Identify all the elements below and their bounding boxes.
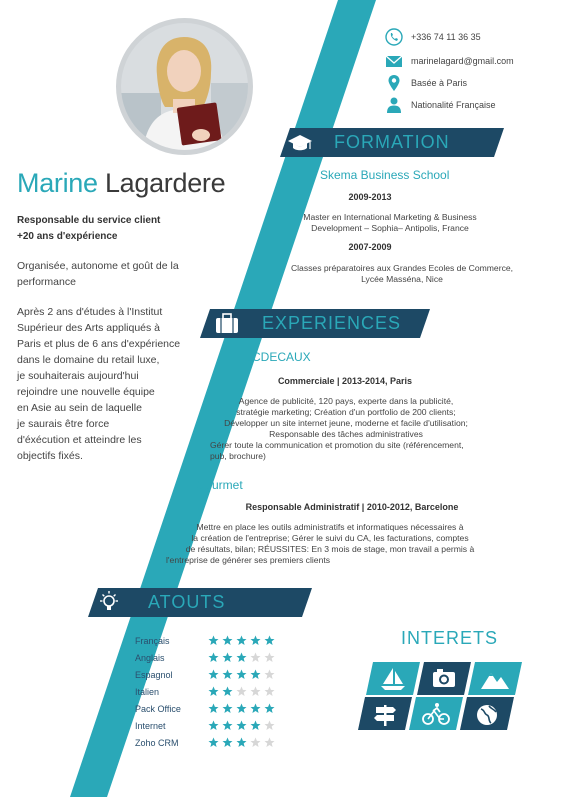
star-filled-icon — [208, 652, 219, 663]
star-empty-icon — [250, 686, 261, 697]
summary-text: Après 2 ans d'études à l'Institut Supérieur des Arts appliqués à Paris et plus de 6 ans d'expérience dans le domaine du retail luxe, je souhaiterais aujourd'hui rejoindre une nouvelle équipe en Asie au sein de laquelle je saurais être force d'éxécution et atteindre les objectifs fixés. — [17, 306, 181, 462]
star-empty-icon — [250, 737, 261, 748]
star-filled-icon — [208, 720, 219, 731]
interest-tile — [417, 662, 471, 695]
star-filled-icon — [250, 635, 261, 646]
star-filled-icon — [208, 703, 219, 714]
skill-name: Espagnol — [135, 670, 173, 680]
school-name: Skema Business School — [320, 168, 450, 182]
company-2: Gourmet — [196, 478, 243, 492]
skill-name: Zoho CRM — [135, 738, 179, 748]
skill-name: Français — [135, 636, 170, 646]
interest-tile — [358, 697, 412, 730]
star-filled-icon — [236, 635, 247, 646]
skill-rating — [208, 720, 275, 731]
skill-rating — [208, 703, 275, 714]
job-heading-2: Responsable Administratif | 2010-2012, Barcelone — [245, 502, 459, 512]
graduation-cap-icon — [287, 133, 313, 153]
location-pin-icon — [385, 74, 403, 92]
star-filled-icon — [236, 720, 247, 731]
star-filled-icon — [208, 669, 219, 680]
star-empty-icon — [264, 652, 275, 663]
full-name — [17, 168, 225, 199]
star-empty-icon — [264, 737, 275, 748]
briefcase-icon — [215, 313, 239, 334]
star-filled-icon — [208, 635, 219, 646]
skill-rating — [208, 652, 275, 663]
contact-location: Basée à Paris — [385, 73, 467, 93]
interest-tile — [468, 662, 522, 695]
experience-years: +20 ans d'expérience — [17, 231, 118, 242]
contact-nationality: Nationalité Française — [385, 95, 496, 115]
skill-rating — [208, 737, 275, 748]
company-1: JCDECAUX — [246, 350, 311, 364]
star-filled-icon — [236, 737, 247, 748]
person-icon — [385, 96, 403, 114]
job-heading-1: Commerciale | 2013-2014, Paris — [277, 376, 413, 386]
role-title: Responsable du service client — [17, 215, 161, 226]
interets-title: INTERETS — [401, 628, 499, 648]
star-filled-icon — [236, 652, 247, 663]
mail-icon — [385, 52, 403, 70]
star-filled-icon — [222, 686, 233, 697]
formation-years-2: 2007-2009 — [348, 242, 392, 252]
star-filled-icon — [208, 686, 219, 697]
formation-detail-1: Master en International Marketing & Business Development – Sophia– Antipolis, France — [303, 212, 477, 233]
qualities-text: Organisée, autonome et goût de la performance — [17, 260, 179, 288]
star-filled-icon — [236, 703, 247, 714]
star-filled-icon — [222, 652, 233, 663]
experiences-title: EXPERIENCES — [262, 313, 402, 333]
star-empty-icon — [264, 669, 275, 680]
profile-photo — [116, 18, 253, 155]
skill-rating — [208, 686, 275, 697]
skill-name: Internet — [135, 721, 166, 731]
contact-phone[interactable]: +336 74 11 36 35 — [385, 27, 481, 47]
star-filled-icon — [222, 669, 233, 680]
first-name: Marine — [17, 168, 98, 198]
skill-rating — [208, 635, 275, 646]
role-block — [17, 213, 160, 245]
skill-name: Pack Office — [135, 704, 181, 714]
star-filled-icon — [222, 737, 233, 748]
lightbulb-icon — [97, 590, 121, 614]
star-filled-icon — [250, 720, 261, 731]
job-detail-1: Agence de publicité, 120 pays, experte dans la publicité, stratégie marketing; Création d'un portfolio de 200 clients; Développer un site internet jeune, moderne et facile d'utilisation; Responsable des tâches administratives Gérer toute la communication et promotion du site (référencement, pub, brochure) — [210, 396, 468, 461]
star-filled-icon — [250, 669, 261, 680]
phone-icon — [385, 28, 403, 46]
formation-title: FORMATION — [334, 132, 450, 152]
star-empty-icon — [264, 720, 275, 731]
star-empty-icon — [264, 686, 275, 697]
last-name: Lagardere — [104, 168, 226, 198]
star-filled-icon — [264, 635, 275, 646]
job-detail-2: Mettre en place les outils administratifs et informatiques nécessaires à la création de l'entreprise; Gérer le suivi du CA, les facturations, comptes de résultats, bilan; RÉUSSITES: En 3 mois de stage, mon travail a permis à l'entreprise de générer ses premiers clients — [166, 522, 475, 565]
star-filled-icon — [236, 669, 247, 680]
star-filled-icon — [250, 703, 261, 714]
star-filled-icon — [264, 703, 275, 714]
star-empty-icon — [250, 652, 261, 663]
formation-detail-2: Classes préparatoires aux Grandes Ecoles de Commerce, Lycée Masséna, Nice — [290, 263, 514, 284]
star-filled-icon — [208, 737, 219, 748]
globe-icon — [477, 705, 497, 725]
contact-email[interactable]: marinelagard@gmail.com — [385, 51, 514, 71]
interest-tile — [366, 662, 420, 695]
formation-years-1: 2009-2013 — [348, 192, 392, 202]
star-filled-icon — [222, 635, 233, 646]
interest-tile — [409, 697, 463, 730]
interest-tile — [460, 697, 514, 730]
star-filled-icon — [222, 703, 233, 714]
skill-name: Italien — [135, 687, 160, 697]
skill-rating — [208, 669, 275, 680]
skill-name: Anglais — [135, 653, 165, 663]
atouts-title: ATOUTS — [148, 592, 226, 612]
star-filled-icon — [222, 720, 233, 731]
star-empty-icon — [236, 686, 247, 697]
